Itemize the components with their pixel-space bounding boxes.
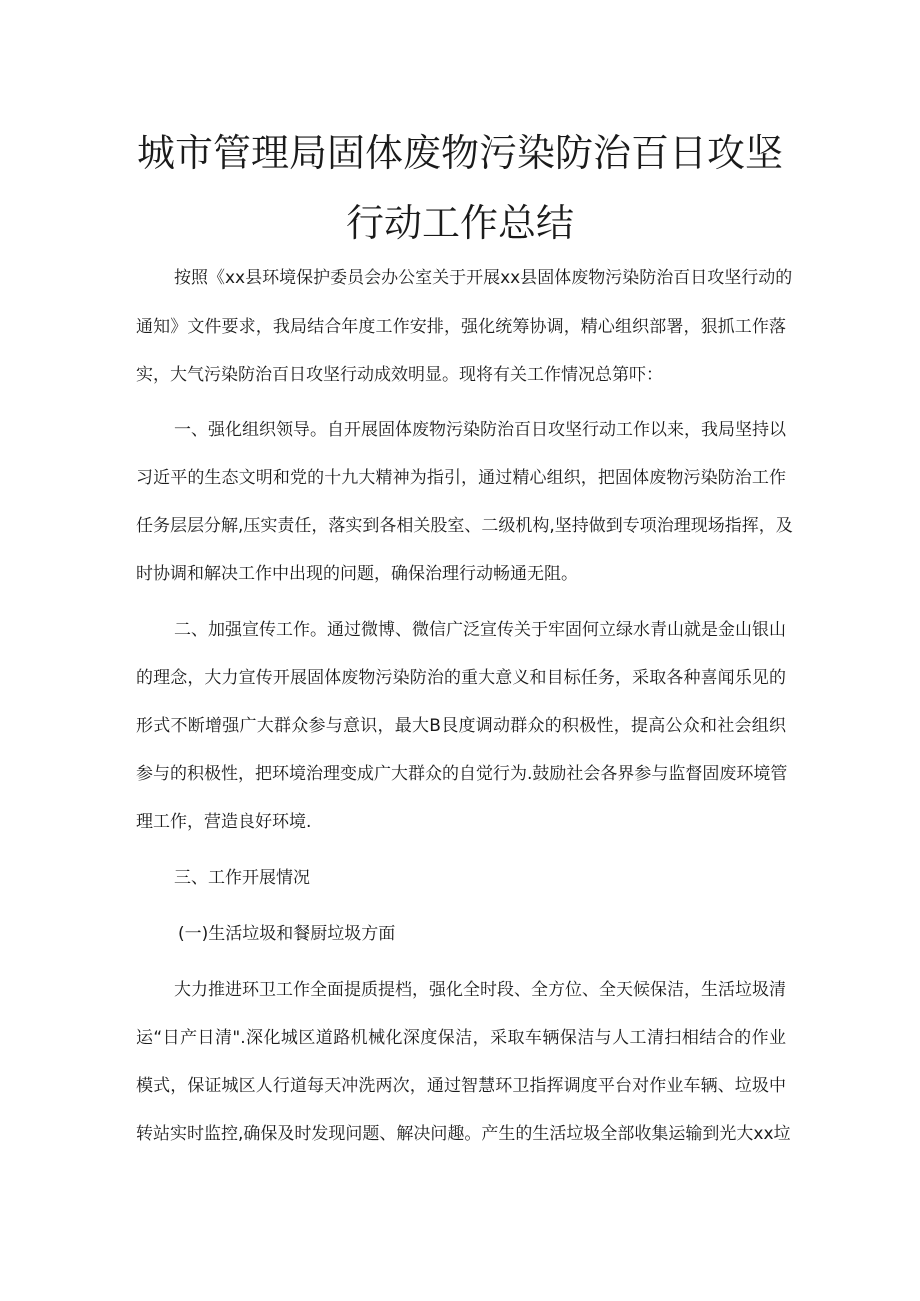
- section-2-line-5: 理工作，营造良好环境.: [136, 812, 312, 832]
- document-title-line-1: 城市管理局固体废物污染防治百日攻坚: [136, 131, 783, 175]
- section-2-line-1: 二、加强宣传工作。通过微博、微信广泛宣传关于牢固何立绿水青山就是金山银山: [174, 620, 786, 640]
- document-title-line-2: 行动工作总结: [345, 201, 574, 245]
- subsection-1-line-1: 大力推进环卫工作全面提质提档，强化全时段、全方位、全天候保洁，生活垃圾清: [174, 980, 786, 1000]
- section-1-line-3: 任务层层分解,压实责任，落实到各相关股室、二级机构,坚持做到专项治理现场指挥，及: [136, 516, 793, 536]
- subsection-1-heading: (一)生活垃圾和餐厨垃圾方面: [178, 924, 396, 944]
- intro-line-3: 实，大气污染防治百日攻坚行动成效明显。现将有关工作情况总第吓：: [136, 365, 663, 385]
- section-3-heading: 三、工作开展情况: [174, 868, 310, 888]
- intro-line-1: 按照《xx县环境保护委员会办公室关于开展xx县固体废物污染防治百日攻坚行动的: [174, 268, 793, 288]
- section-2-line-4: 参与的积极性，把环境治理变成广大群众的自觉行为.鼓励社会各界参与监督固废环境管: [136, 764, 788, 784]
- section-1-line-1: 一、强化组织领导。自开展固体废物污染防治百日攻坚行动工作以来，我局坚持以: [174, 420, 786, 440]
- section-1-line-4: 时协调和解决工作中出现的问题，确保治理行动畅通无阻。: [136, 564, 578, 584]
- subsection-1-line-2: 运“日产日清".深化城区道路机械化深度保洁，采取车辆保洁与人工清扫相结合的作业: [136, 1028, 786, 1048]
- intro-line-2: 通知》文件要求，我局结合年度工作安排，强化统筹协调，精心组织部署，狠抓工作落: [136, 317, 786, 337]
- subsection-1-line-3: 模式，保证城区人行道每天冲洗两次，通过智慧环卫指挥调度平台对作业车辆、垃圾中: [136, 1076, 786, 1096]
- section-2-line-3: 形式不断增强广大群众参与意识，最大B艮度调动群众的积极性，提高公众和社会组织: [136, 716, 786, 736]
- section-2-line-2: 的理念，大力宣传开展固体废物污染防治的重大意义和目标任务，采取各种喜闻乐见的: [136, 668, 786, 688]
- section-1-line-2: 习近平的生态文明和党的十九大精神为指引，通过精心组织，把固体废物污染防治工作: [136, 468, 786, 488]
- subsection-1-line-4: 转站实时监控,确保及时发现问题、解决问趣。产生的生活垃圾全部收集运输到光大xx垃: [136, 1124, 791, 1144]
